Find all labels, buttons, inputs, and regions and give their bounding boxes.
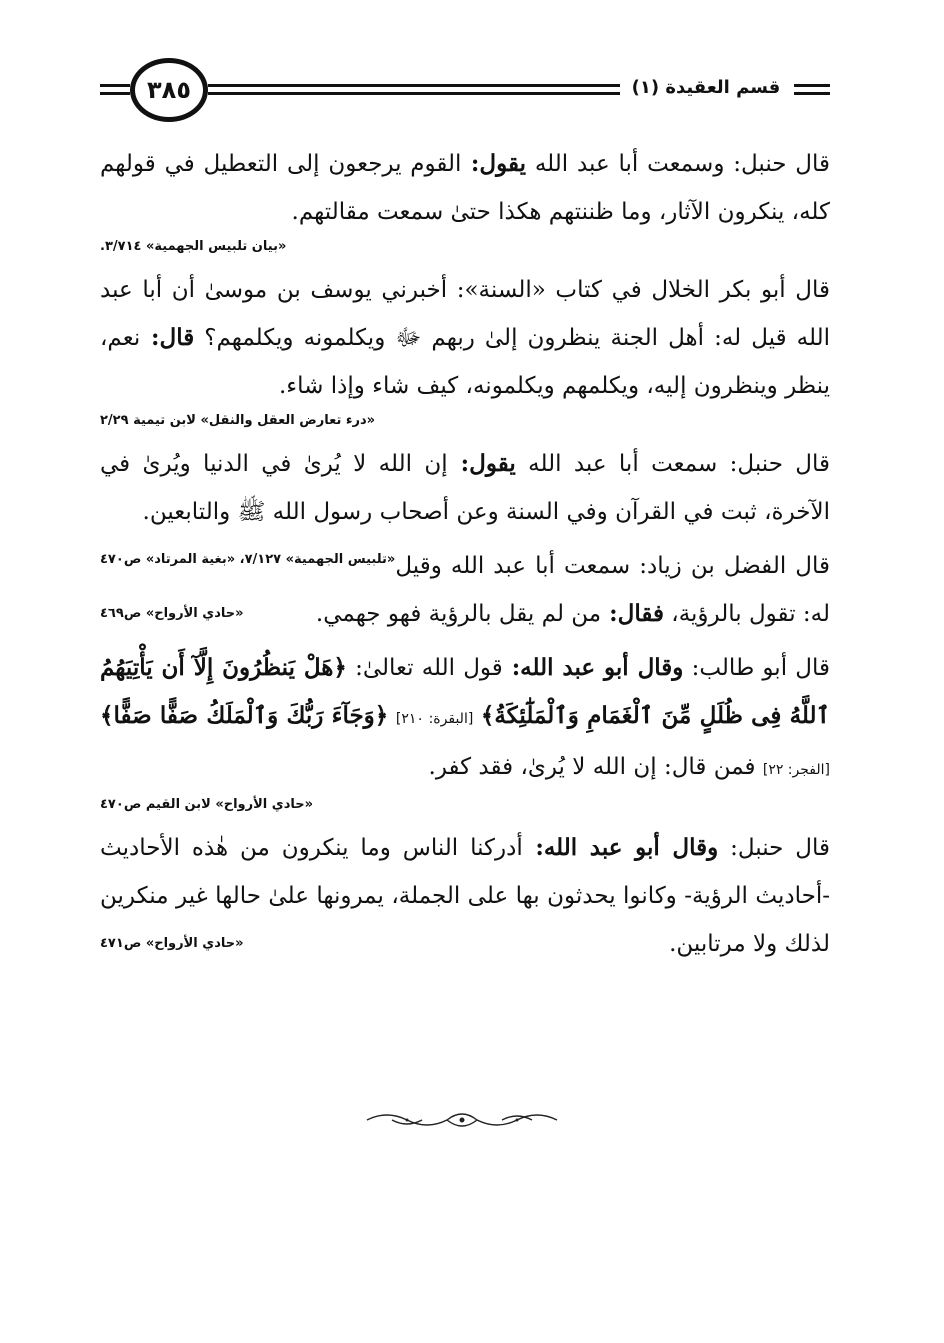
citation: «حادي الأرواح» ص٤٦٩ [100, 606, 244, 621]
quote-verb: وقال أبو عبد الله: [502, 654, 684, 681]
header-rule [100, 92, 130, 95]
quote-text: إن الله لا يُرىٰ في الدنيا ويُرىٰ في الآخرة، ثبت في القرآن وفي السنة وعن أصحاب رسول الله ﷺ والتابعين. [100, 451, 830, 525]
page-header [100, 50, 830, 140]
quote-intro: قول الله تعالىٰ: [346, 655, 503, 681]
quote-verb: قال: [140, 324, 195, 351]
quote-text: أدركنا الناس وما ينكرون من هٰذه الأحاديث -أحاديث الرؤية- وكانوا يحدثون بها على الجملة، يمرونها علىٰ حالها غير منكرين لذلك ولا مرتابين. [100, 835, 830, 957]
header-rule [100, 84, 130, 87]
speaker: قال حنبل: [717, 451, 830, 477]
speaker: قال الفضل بن زياد: [630, 553, 830, 579]
page-content [100, 140, 830, 974]
quote-verb: فقال: [601, 600, 664, 627]
quote-block [100, 644, 830, 816]
quote-block [100, 824, 830, 968]
speaker: قال أبو بكر الخلال في كتاب «السنة»: [447, 277, 830, 303]
quote-verb: يقول: [447, 450, 516, 477]
citation: «تلبيس الجهمية» ٧/١٢٧، «بغية المرتاد» ص٤٧٠ [100, 552, 396, 567]
quote-paragraph [100, 266, 830, 410]
quote-paragraph [100, 140, 830, 236]
speaker: قال حنبل: [718, 835, 830, 861]
page-number: ٣٨٥ [130, 58, 208, 122]
citation: «حادي الأرواح» لابن القيم ص٤٧٠ [100, 797, 314, 812]
quote-intro: سمعت أبا عبد الله [515, 451, 718, 477]
citation: «حادي الأرواح» ص٤٧١ [100, 936, 244, 951]
speaker: قال حنبل: [724, 151, 830, 177]
section-title: قسم العقيدة (١) [620, 72, 792, 104]
quote-text: أخبرني يوسف بن موسىٰ أن أبا عبد الله قيل له: أهل الجنة ينظرون إلىٰ ربهم ﷻ ويكلمونه ويكلمهم؟ [100, 277, 830, 351]
quote-text: القوم يرجعون إلى التعطيل في قولهم كله، ينكرون الآثار، وما ظننتهم هكذا حتىٰ سمعت مقالتهم. [100, 151, 830, 225]
quote-text: من لم يقل بالرؤية فهو جهمي. [315, 601, 602, 627]
quote-paragraph [100, 824, 830, 968]
header-rule [794, 84, 830, 87]
quote-verb: يقول: [461, 150, 527, 177]
verse-reference: [البقرة: ٢١٠] [395, 711, 474, 727]
quote-text: فمن قال: إن الله لا يُرىٰ، فقد كفر. [428, 754, 756, 780]
quote-block [100, 140, 830, 258]
quote-verb: وقال أبو عبد الله: [522, 834, 719, 861]
quote-paragraph [100, 644, 830, 794]
quran-verse: ﴿هَلْ يَنظُرُونَ إِلَّآ أَن يَأْتِيَهُمُ ٱللَّهُ فِى ظُلَلٍ مِّنَ ٱلْغَمَامِ وَٱلْمَلَٰٓئِكَةُ﴾ [100, 654, 831, 729]
quote-block [100, 266, 830, 432]
citation: «درء تعارض العقل والنقل» لابن تيمية ٢/٢٩ [100, 413, 376, 428]
quran-verse: ﴿وَجَآءَ رَبُّكَ وَٱلْمَلَكُ صَفًّا صَفًّا﴾ [100, 702, 389, 729]
quote-text: نعم، ينظر وينظرون إليه، ويكلمهم ويكلمونه، كيف شاء وإذا شاء. [100, 325, 830, 399]
quote-intro: وسمعت أبا عبد الله [526, 151, 725, 177]
quote-intro: سمعت أبا عبد الله وقيل له: تقول بالرؤية، [395, 553, 830, 627]
header-rule [794, 92, 830, 95]
verse-reference: [الفجر: ٢٢] [762, 762, 830, 778]
speaker: قال أبو طالب: [683, 655, 830, 681]
citation: «بيان تلبيس الجهمية» ٣/٧١٤. [100, 239, 287, 254]
ornament-divider-icon [362, 1108, 562, 1132]
